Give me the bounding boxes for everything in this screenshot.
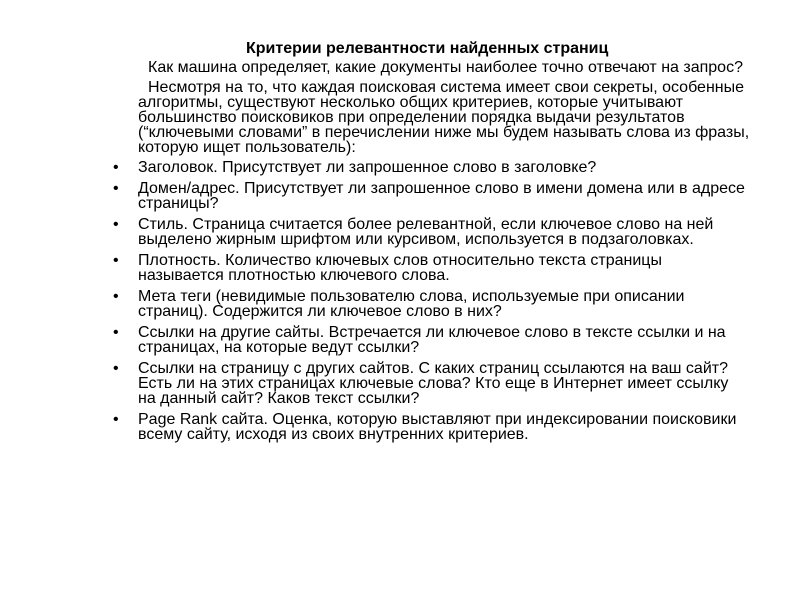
bullet-icon: • <box>113 159 119 176</box>
list-item <box>113 252 750 284</box>
criteria-list <box>113 159 750 443</box>
bullet-icon: • <box>113 411 119 428</box>
list-item <box>113 216 750 248</box>
list-item-text: Стиль. Страница считается более релевантной, если ключевое слово на ней выделено жирным шрифтом или курсивом, используется в подзаголовках. <box>138 216 714 248</box>
bullet-icon: • <box>113 252 119 269</box>
list-item-text: Мета теги (невидимые пользователю слова, используемые при описании страниц). Содержится ли ключевое слово в них? <box>138 288 685 320</box>
list-item <box>113 360 750 407</box>
intro-paragraph: Несмотря на то, что каждая поисковая система имеет свои секреты, особенные алгоритмы, существуют несколько общих критериев, которые учитывают большинство поисковиков при определении порядка выдачи результатов (“ключевыми словами” в перечислении ниже мы будем называть слова из фразы, которую ищет пользователь): <box>138 79 750 156</box>
list-item <box>113 324 750 356</box>
list-item <box>113 180 750 212</box>
bullet-icon: • <box>113 324 119 341</box>
list-item-text: Ссылки на другие сайты. Встречается ли ключевое слово в тексте ссылки и на страницах, на которые ведут ссылки? <box>138 324 726 356</box>
bullet-icon: • <box>113 360 119 377</box>
bullet-icon: • <box>113 216 119 233</box>
list-item <box>113 288 750 320</box>
bullet-icon: • <box>113 288 119 305</box>
list-item <box>113 411 750 443</box>
bullet-icon: • <box>113 180 119 197</box>
list-item-text: Ссылки на страницу с других сайтов. С каких страниц ссылаются на ваш сайт? Есть ли на этих страницах ключевые слова? Кто еще в Интернет имеет ссылку на данный сайт? Каков текст ссылки? <box>138 360 729 407</box>
list-item-text: Page Rank сайта. Оценка, которую выставляют при индексировании поисковики всему сайту, исходя из своих внутренних критериев. <box>138 411 737 443</box>
intro-question: Как машина определяет, какие документы наиболее точно отвечают на запрос? <box>148 59 743 76</box>
list-item-text: Домен/адрес. Присутствует ли запрошенное слово в имени домена или в адресе страницы? <box>138 180 745 212</box>
slide-content <box>113 40 750 448</box>
slide-title: Критерии релевантности найденных страниц <box>246 40 609 57</box>
list-item <box>113 159 750 176</box>
list-item-text: Плотность. Количество ключевых слов относительно текста страницы называется плотностью ключевого слова. <box>138 252 662 284</box>
list-item-text: Заголовок. Присутствует ли запрошенное слово в заголовке? <box>138 159 597 176</box>
